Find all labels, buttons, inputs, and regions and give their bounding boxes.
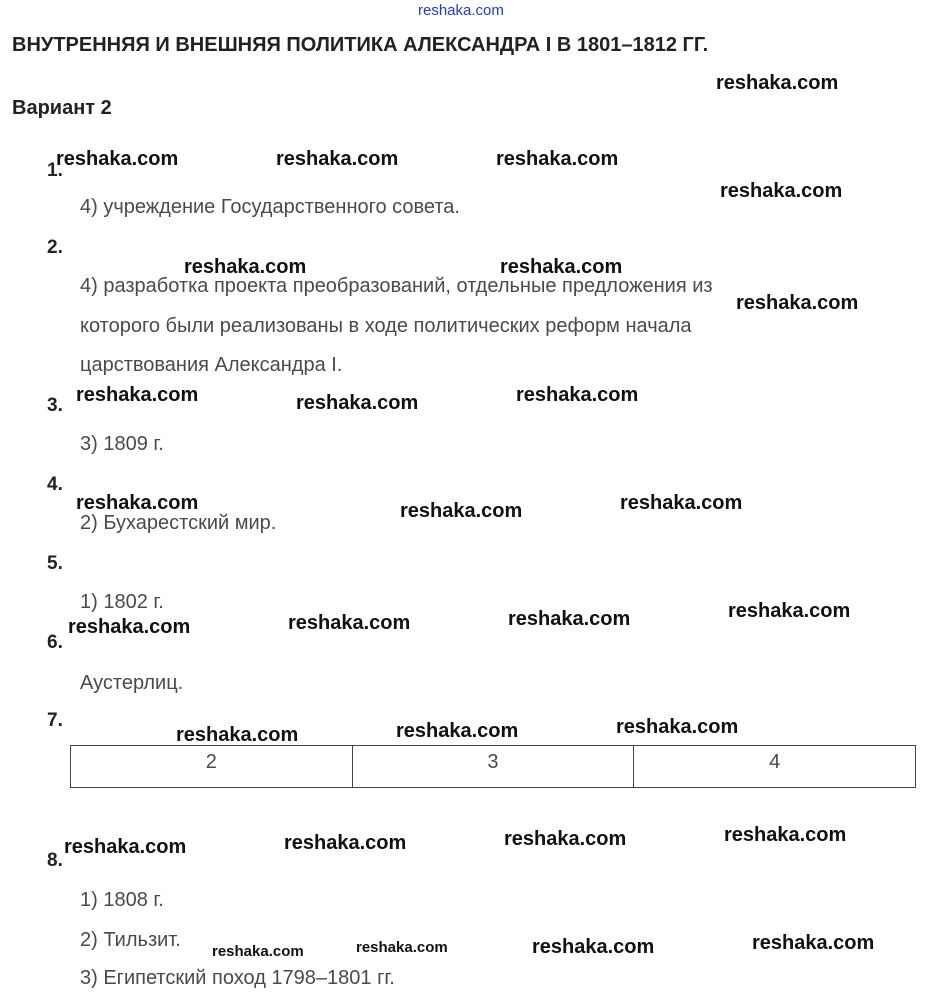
watermark: reshaka.com <box>716 72 839 94</box>
question-8-answer-line-2: 2) Тильзит. <box>80 929 181 951</box>
watermark: reshaka.com <box>184 256 307 278</box>
watermark: reshaka.com <box>176 724 299 746</box>
question-4-number: 4. <box>47 474 63 495</box>
question-6-answer: Аустерлиц. <box>80 672 184 694</box>
watermark: reshaka.com <box>616 716 739 738</box>
watermark: reshaka.com <box>728 600 851 622</box>
question-2-answer-line-3: царствования Александра I. <box>80 354 343 376</box>
question-1-answer: 4) учреждение Государственного совета. <box>80 196 460 218</box>
question-3-number: 3. <box>47 395 63 416</box>
watermark: reshaka.com <box>284 832 407 854</box>
question-2-answer-line-1: 4) разработка проекта преобразований, отдельные предложения из <box>80 275 713 297</box>
table-row <box>71 746 916 788</box>
watermark: reshaka.com <box>516 384 639 406</box>
question-3-answer: 3) 1809 г. <box>80 433 164 455</box>
watermark: reshaka.com <box>68 616 191 638</box>
question-2-number: 2. <box>47 237 63 258</box>
table-cell: 4 <box>634 746 916 788</box>
watermark: reshaka.com <box>504 828 627 850</box>
question-8-number: 8. <box>47 850 63 871</box>
watermark: reshaka.com <box>356 939 448 956</box>
watermark: reshaka.com <box>532 936 655 958</box>
question-6-number: 6. <box>47 632 63 653</box>
watermark: reshaka.com <box>64 836 187 858</box>
question-1-number: 1. <box>47 160 63 181</box>
watermark: reshaka.com <box>276 148 399 170</box>
top-watermark: reshaka.com <box>418 2 504 19</box>
question-5-number: 5. <box>47 553 63 574</box>
watermark: reshaka.com <box>736 292 859 314</box>
watermark: reshaka.com <box>76 492 199 514</box>
question-7-number: 7. <box>47 710 63 731</box>
watermark: reshaka.com <box>296 392 419 414</box>
page-title: ВНУТРЕННЯЯ И ВНЕШНЯЯ ПОЛИТИКА АЛЕКСАНДРА I В 1801–1812 ГГ. <box>12 34 709 56</box>
watermark: reshaka.com <box>724 824 847 846</box>
watermark: reshaka.com <box>500 256 623 278</box>
question-2-answer-line-2: которого были реализованы в ходе политических реформ начала <box>80 315 692 337</box>
question-8-answer-line-3: 3) Египетский поход 1798–1801 гг. <box>80 967 395 989</box>
question-8-answer-line-1: 1) 1808 г. <box>80 889 164 911</box>
watermark: reshaka.com <box>400 500 523 522</box>
watermark: reshaka.com <box>620 492 743 514</box>
watermark: reshaka.com <box>508 608 631 630</box>
watermark: reshaka.com <box>752 932 875 954</box>
variant-heading: Вариант 2 <box>12 97 112 119</box>
question-5-answer: 1) 1802 г. <box>80 591 164 613</box>
question-4-answer: 2) Бухарестский мир. <box>80 512 277 534</box>
watermark: reshaka.com <box>76 384 199 406</box>
question-7-answer-table <box>70 745 916 788</box>
table-cell: 2 <box>71 746 353 788</box>
watermark: reshaka.com <box>288 612 411 634</box>
table-cell: 3 <box>352 746 634 788</box>
watermark: reshaka.com <box>396 720 519 742</box>
watermark: reshaka.com <box>212 943 304 960</box>
watermark: reshaka.com <box>496 148 619 170</box>
watermark: reshaka.com <box>720 180 843 202</box>
watermark: reshaka.com <box>56 148 179 170</box>
